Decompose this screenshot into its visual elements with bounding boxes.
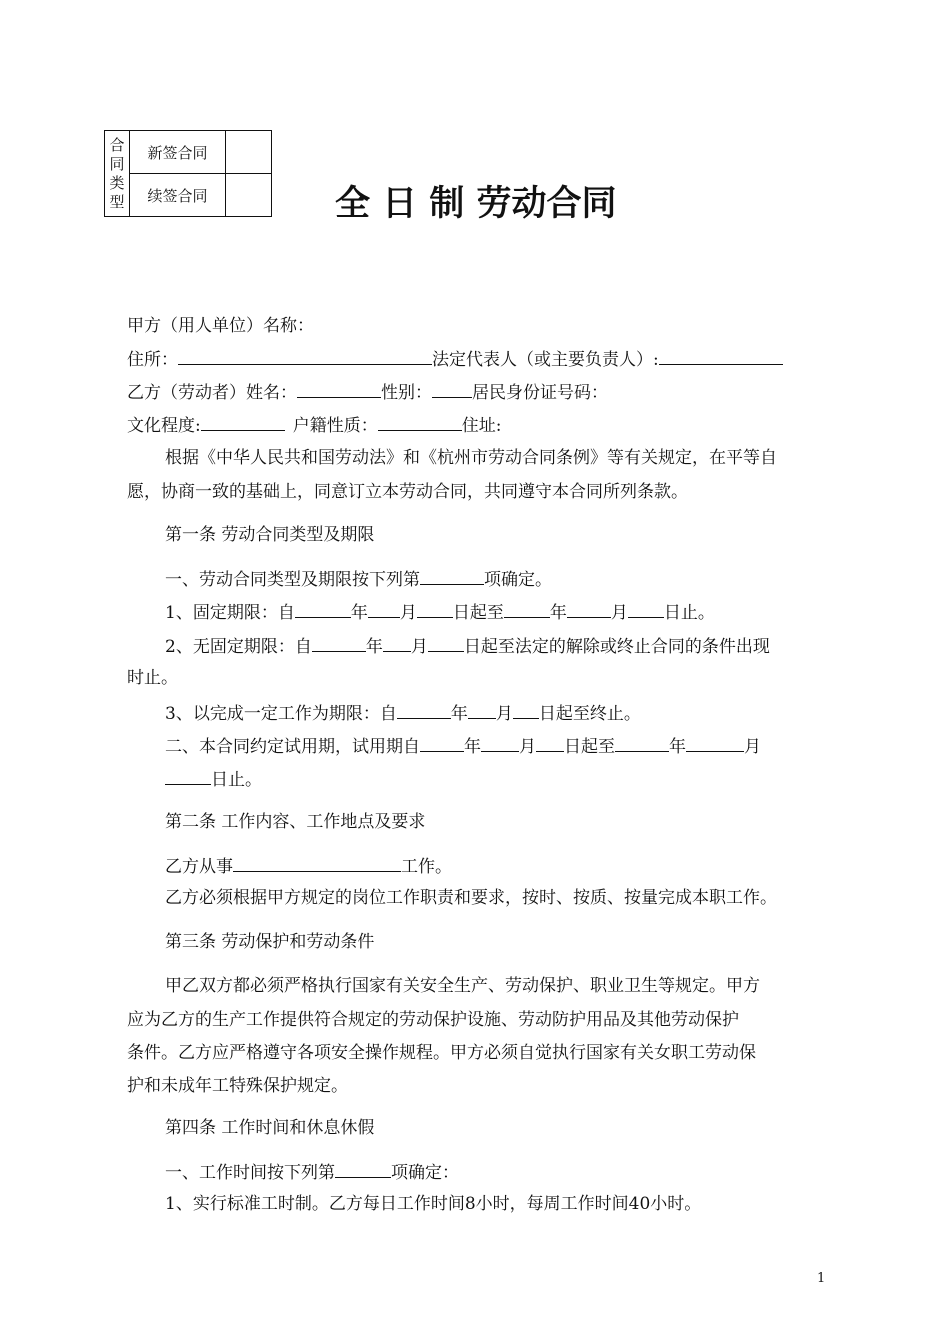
- blank-year[interactable]: [397, 702, 451, 719]
- text: 日止。: [663, 603, 715, 623]
- text: 年: [464, 737, 481, 757]
- blank-day[interactable]: [628, 601, 664, 618]
- text: 年: [450, 704, 468, 724]
- article-4-item-1: [165, 1161, 459, 1183]
- option-renew-contract: 续签合同: [130, 174, 226, 217]
- blank-year[interactable]: [295, 601, 351, 618]
- probation-tail-line: [165, 768, 262, 790]
- text: 项确定。: [484, 570, 552, 590]
- employee-line: [127, 381, 608, 403]
- gender-field[interactable]: [432, 381, 472, 398]
- work-hours-choice-field[interactable]: [335, 1161, 391, 1178]
- blank-day[interactable]: [417, 601, 453, 618]
- article-2-heading: 第二条 工作内容、工作地点及要求: [165, 812, 426, 832]
- text: 项确定：: [391, 1163, 459, 1183]
- text: 年: [350, 603, 368, 623]
- blank-month[interactable]: [481, 735, 519, 752]
- text: 月: [610, 603, 628, 623]
- text: 月: [399, 603, 417, 623]
- text: 月: [744, 737, 761, 757]
- text: 年: [549, 603, 567, 623]
- blank-day[interactable]: [513, 702, 539, 719]
- fixed-term-line: [165, 601, 715, 623]
- article-4-heading: 第四条 工作时间和休息休假: [165, 1118, 375, 1138]
- page-number: 1: [817, 1271, 826, 1286]
- blank-month[interactable]: [383, 635, 411, 652]
- text: 3、以完成一定工作为期限：自: [165, 704, 397, 724]
- gender-label: 性别：: [381, 383, 432, 403]
- blank-day[interactable]: [165, 768, 211, 785]
- text: 日起至: [564, 737, 615, 757]
- blank-year[interactable]: [420, 735, 464, 752]
- blank-month[interactable]: [567, 601, 611, 618]
- contract-type-label: 合同类型: [105, 131, 130, 217]
- text: 年: [669, 737, 686, 757]
- article-3-line-2: 应为乙方的生产工作提供符合规定的劳动保护设施、劳动防护用品及其他劳动保护: [127, 1010, 739, 1030]
- text: 1、固定期限：自: [165, 603, 295, 623]
- residence-label: 住址:: [461, 416, 502, 436]
- contract-type-table: [104, 130, 272, 217]
- preamble-line-2: 愿，协商一致的基础上，同意订立本劳动合同，共同遵守本合同所列条款。: [127, 482, 688, 502]
- text: 一、工作时间按下列第: [165, 1163, 335, 1183]
- blank-year[interactable]: [615, 735, 669, 752]
- blank-month[interactable]: [468, 702, 496, 719]
- address-label: 住所：: [127, 350, 178, 370]
- article-3-line-1: 甲乙双方都必须严格执行国家有关安全生产、劳动保护、职业卫生等规定。甲方: [165, 976, 760, 996]
- text: 月: [519, 737, 536, 757]
- employee-name-field[interactable]: [297, 381, 381, 398]
- article-1-heading: 第一条 劳动合同类型及期限: [165, 525, 375, 545]
- standard-hours-line: 1、实行标准工时制。乙方每日工作时间8小时，每周工作时间40小时。: [165, 1194, 702, 1214]
- employer-name-label: 甲方（用人单位）名称：: [127, 316, 314, 336]
- text: 二、本合同约定试用期，试用期自: [165, 737, 420, 757]
- document-title: 全 日 制 劳动合同: [335, 184, 617, 224]
- term-choice-field[interactable]: [420, 568, 484, 585]
- checkbox-renew-contract[interactable]: [226, 174, 272, 217]
- employee-name-label: 乙方（劳动者）姓名：: [127, 383, 297, 403]
- article-3-line-4: 护和未成年工特殊保护规定。: [127, 1076, 348, 1096]
- id-label: 居民身份证号码：: [472, 383, 608, 403]
- text: 工作。: [401, 857, 452, 877]
- blank-month[interactable]: [686, 735, 744, 752]
- probation-line: [165, 735, 761, 757]
- household-label: 户籍性质：: [292, 416, 378, 436]
- blank-year[interactable]: [312, 635, 366, 652]
- article-3-line-3: 条件。乙方应严格遵守各项安全操作规程。甲方必须自觉执行国家有关女职工劳动保: [127, 1043, 756, 1063]
- blank-day[interactable]: [536, 735, 564, 752]
- article-3-heading: 第三条 劳动保护和劳动条件: [165, 932, 375, 952]
- text: 日起至: [452, 603, 504, 623]
- text: 乙方从事: [165, 857, 233, 877]
- job-field[interactable]: [233, 855, 401, 872]
- open-term-line: [165, 635, 770, 657]
- blank-year[interactable]: [504, 601, 550, 618]
- address-field[interactable]: [178, 348, 432, 365]
- blank-month[interactable]: [368, 601, 400, 618]
- address-line: [127, 348, 783, 370]
- checkbox-new-contract[interactable]: [226, 131, 272, 174]
- legal-rep-field[interactable]: [659, 348, 783, 365]
- text: 月: [495, 704, 513, 724]
- duty-line: 乙方必须根据甲方规定的岗位工作职责和要求，按时、按质、按量完成本职工作。: [165, 888, 777, 908]
- preamble-line-1: 根据《中华人民共和国劳动法》和《杭州市劳动合同条例》等有关规定，在平等自: [165, 448, 777, 468]
- text: 日止。: [211, 770, 262, 790]
- household-field[interactable]: [378, 414, 462, 431]
- text: 日起至法定的解除或终止合同的条件出现: [463, 637, 770, 657]
- option-new-contract: 新签合同: [130, 131, 226, 174]
- education-label: 文化程度:: [127, 416, 201, 436]
- blank-day[interactable]: [428, 635, 464, 652]
- employer-line: [127, 316, 314, 336]
- engage-line: [165, 855, 452, 877]
- article-1-item-1: [165, 568, 552, 590]
- text: 一、劳动合同类型及期限按下列第: [165, 570, 420, 590]
- text: 月: [410, 637, 428, 657]
- education-field[interactable]: [201, 414, 285, 431]
- task-term-line: [165, 702, 641, 724]
- text: 年: [365, 637, 383, 657]
- legal-rep-label: 法定代表人（或主要负责人）:: [432, 350, 659, 370]
- education-line: [127, 414, 501, 436]
- text: 2、无固定期限：自: [165, 637, 312, 657]
- open-term-tail: 时止。: [127, 668, 178, 688]
- text: 日起至终止。: [538, 704, 641, 724]
